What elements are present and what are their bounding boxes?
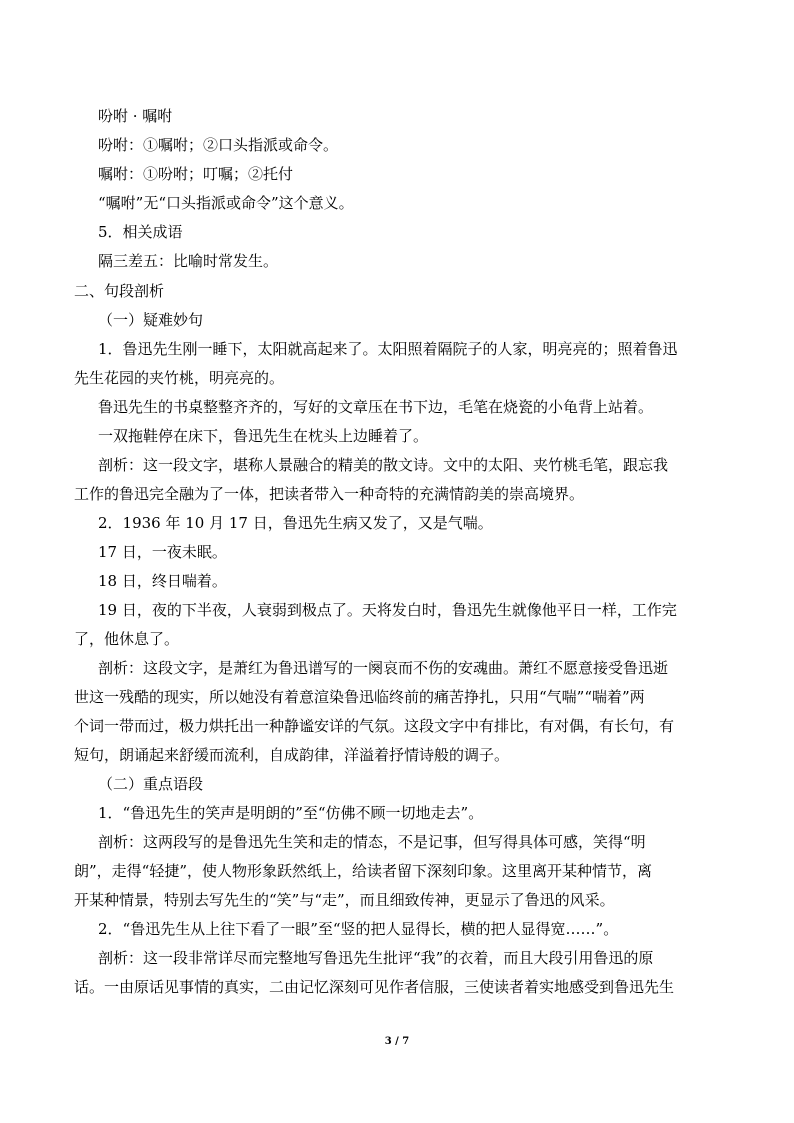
subsection-heading: （二）重点语段 [98, 775, 204, 793]
text-line: 1．“鲁迅先生的笑声是明朗的”至“仿佛不顾一切地走去”。 [98, 804, 484, 822]
text-line: 剖析：这两段写的是鲁迅先生笑和走的情态，不是记事，但写得具体可感，笑得“明 [98, 833, 646, 851]
text-line: 朗”，走得“轻捷”，使人物形象跃然纸上，给读者留下深刻印象。这里离开某种情节，离 [74, 862, 653, 880]
text-line: 剖析：这一段文字，堪称人景融合的精美的散文诗。文中的太阳、夹竹桃毛笔，跟忘我 [98, 456, 669, 474]
text-line: 吩咐 · 嘱咐 [98, 107, 173, 125]
section-heading: 二、句段剖析 [74, 282, 165, 300]
text-line: 19 日，夜的下半夜，人衰弱到极点了。天将发白时，鲁迅先生就像他平日一样，工作完 [98, 601, 677, 619]
text-line: 1．鲁迅先生刚一睡下，太阳就高起来了。太阳照着隔院子的人家，明亮亮的；照着鲁迅 [98, 340, 678, 358]
text-line: 工作的鲁迅完全融为了一体，把读者带入一种奇特的充满情韵美的崇高境界。 [74, 485, 585, 503]
text-line: 2．“鲁迅先生从上往下看了一眼”至“竖的把人显得长，横的把人显得宽……”。 [98, 920, 619, 938]
text-line: 2．1936 年 10 月 17 日，鲁迅先生病又发了，又是气喘。 [98, 514, 493, 532]
text-line: 剖析：这一段非常详尽而完整地写鲁迅先生批评“我”的衣着，而且大段引用鲁迅的原 [98, 949, 654, 967]
text-line: 世这一残酷的现实，所以她没有着意渲染鲁迅临终前的痛苦挣扎，只用“气喘”“喘着”两 [74, 688, 645, 706]
text-line: 先生花园的夹竹桃，明亮亮的。 [74, 369, 285, 387]
text-line: “嘱咐”无“口头指派或命令”这个意义。 [98, 194, 354, 212]
text-line: 吩咐：①嘱咐；②口头指派或命令。 [98, 136, 339, 154]
text-line: 17 日，一夜未眠。 [98, 543, 227, 561]
subsection-heading: （一）疑难妙句 [98, 311, 204, 329]
text-line: 剖析：这段文字，是萧红为鲁迅谱写的一阕哀而不伤的安魂曲。萧红不愿意接受鲁迅逝 [98, 659, 669, 677]
text-line: 个词一带而过，极力烘托出一种静谧安详的气氛。这段文字中有排比，有对偶，有长句，有 [74, 717, 675, 735]
text-line: 开某种情景，特别去写先生的“笑”与“走”，而且细致传神，更显示了鲁迅的风采。 [74, 891, 615, 909]
text-line: 鲁迅先生的书桌整整齐齐的，写好的文章压在书下边，毛笔在烧瓷的小龟背上站着。 [98, 398, 654, 416]
section-heading: 5．相关成语 [98, 223, 183, 241]
text-line: 了，他休息了。 [74, 630, 180, 648]
text-line: 嘱咐：①吩咐；叮嘱；②托付 [98, 165, 294, 183]
text-line: 18 日，终日喘着。 [98, 572, 227, 590]
text-line: 隔三差五：比喻时常发生。 [98, 252, 279, 270]
text-line: 一双拖鞋停在床下，鲁迅先生在枕头上边睡着了。 [98, 427, 429, 445]
page-number: 3 / 7 [384, 1036, 410, 1047]
text-line: 短句，朗诵起来舒缓而流利，自成韵律，洋溢着抒情诗般的调子。 [74, 746, 510, 764]
text-line: 话。一由原话见事情的真实，二由记忆深刻可见作者信服，三使读者着实地感受到鲁迅先生 [74, 978, 675, 996]
